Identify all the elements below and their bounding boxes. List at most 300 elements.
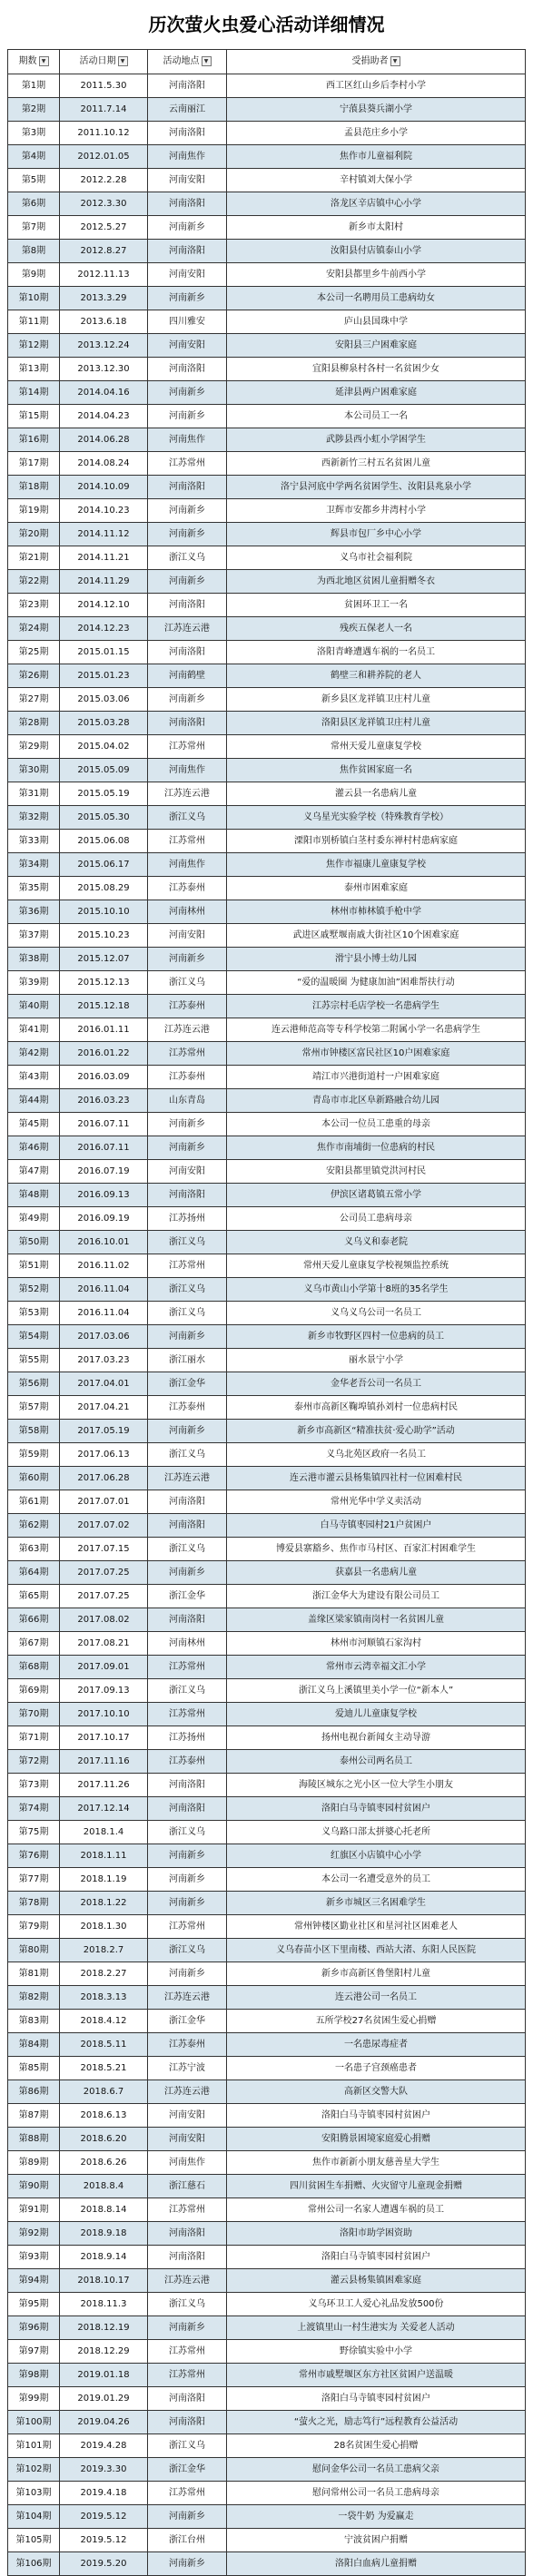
period-cell: 第43期 <box>8 1066 60 1089</box>
date-cell: 2015.08.29 <box>60 877 148 900</box>
recipient-cell: 洛阳市助学困资助 <box>227 2222 526 2246</box>
recipient-cell: 常州光华中学义卖活动 <box>227 1490 526 1514</box>
recipient-cell: 宁蒗县葵兵湖小学 <box>227 98 526 122</box>
table-row[interactable] <box>8 664 526 688</box>
place-cell: 河南新乡 <box>148 499 227 523</box>
table-row[interactable] <box>8 546 526 570</box>
place-cell: 河南安阳 <box>148 334 227 358</box>
recipient-cell: 林州市河顺镇石家沟村 <box>227 1632 526 1656</box>
table-row[interactable] <box>8 1160 526 1184</box>
table-row[interactable] <box>8 74 526 98</box>
table-row[interactable] <box>8 216 526 240</box>
date-cell: 2017.09.13 <box>60 1679 148 1703</box>
table-row[interactable] <box>8 2128 526 2151</box>
table-row[interactable] <box>8 1490 526 1514</box>
period-cell: 第31期 <box>8 782 60 806</box>
period-cell: 第8期 <box>8 240 60 263</box>
recipient-cell: 西工区红山乡后李村小学 <box>227 74 526 98</box>
table-row[interactable] <box>8 853 526 877</box>
page-title: 历次萤火虫爱心活动详细情况 <box>148 14 385 35</box>
table-row[interactable] <box>8 1042 526 1066</box>
table-row[interactable] <box>8 1254 526 1278</box>
table-row[interactable] <box>8 924 526 948</box>
date-cell: 2017.08.21 <box>60 1632 148 1656</box>
place-cell: 浙江金华 <box>148 1585 227 1608</box>
date-cell: 2018.6.20 <box>60 2128 148 2151</box>
period-cell: 第104期 <box>8 2505 60 2529</box>
recipient-cell: 义乌义和泰老院 <box>227 1231 526 1254</box>
table-row[interactable] <box>8 452 526 476</box>
recipient-cell: 常州天爱儿童康复学校 <box>227 735 526 759</box>
table-row[interactable] <box>8 1136 526 1160</box>
table-row[interactable] <box>8 263 526 287</box>
place-cell: 河南新乡 <box>148 570 227 594</box>
date-cell: 2013.12.30 <box>60 358 148 381</box>
date-cell: 2018.8.14 <box>60 2198 148 2222</box>
table-row[interactable] <box>8 2198 526 2222</box>
recipient-cell: 常州市钟楼区富民社区10户困难家庭 <box>227 1042 526 1066</box>
table-row[interactable] <box>8 2458 526 2482</box>
date-cell: 2018.9.14 <box>60 2246 148 2269</box>
table-row[interactable] <box>8 1703 526 1726</box>
table-row[interactable] <box>8 877 526 900</box>
period-cell: 第20期 <box>8 523 60 546</box>
place-cell: 河南洛阳 <box>148 594 227 617</box>
table-row[interactable] <box>8 1396 526 1420</box>
filter-dropdown-icon[interactable]: ▼ <box>118 56 128 66</box>
date-cell: 2015.03.06 <box>60 688 148 712</box>
place-cell: 江苏连云港 <box>148 1467 227 1490</box>
period-cell: 第15期 <box>8 405 60 428</box>
date-cell: 2016.07.11 <box>60 1113 148 1136</box>
date-cell: 2017.06.28 <box>60 1467 148 1490</box>
period-cell: 第36期 <box>8 900 60 924</box>
recipient-cell: 爱迪儿儿童康复学校 <box>227 1703 526 1726</box>
date-cell: 2012.11.13 <box>60 263 148 287</box>
place-cell: 江苏常州 <box>148 2198 227 2222</box>
table-row[interactable] <box>8 2151 526 2175</box>
date-cell: 2018.1.11 <box>60 1844 148 1868</box>
table-row[interactable] <box>8 192 526 216</box>
period-cell: 第41期 <box>8 1018 60 1042</box>
recipient-cell: 上渡镇里山一村生港实为 关爱老人活动 <box>227 2316 526 2340</box>
place-cell: 江苏常州 <box>148 1254 227 1278</box>
period-cell: 第47期 <box>8 1160 60 1184</box>
date-cell: 2012.8.27 <box>60 240 148 263</box>
date-cell: 2017.04.21 <box>60 1396 148 1420</box>
period-cell: 第17期 <box>8 452 60 476</box>
table-row[interactable] <box>8 1089 526 1113</box>
period-cell: 第78期 <box>8 1892 60 1915</box>
filter-dropdown-icon[interactable]: ▼ <box>202 56 212 66</box>
table-row[interactable] <box>8 2316 526 2340</box>
table-row[interactable] <box>8 948 526 971</box>
filter-dropdown-icon[interactable]: ▼ <box>39 56 49 66</box>
period-cell: 第71期 <box>8 1726 60 1750</box>
period-cell: 第89期 <box>8 2151 60 2175</box>
table-row[interactable] <box>8 2482 526 2505</box>
place-cell: 浙江金华 <box>148 2010 227 2033</box>
column-header-label: 活动地点 <box>163 56 200 66</box>
table-row[interactable] <box>8 1962 526 1986</box>
table-row[interactable] <box>8 2552 526 2576</box>
date-cell: 2015.10.10 <box>60 900 148 924</box>
column-header-date[interactable] <box>60 50 148 74</box>
table-row[interactable] <box>8 1278 526 1302</box>
table-row[interactable] <box>8 617 526 641</box>
date-cell: 2019.4.18 <box>60 2482 148 2505</box>
activity-table <box>7 49 526 2576</box>
recipient-cell: 洛阳白马寺镇枣园村贫困户 <box>227 2246 526 2269</box>
place-cell: 江苏连云港 <box>148 782 227 806</box>
table-row[interactable] <box>8 688 526 712</box>
date-cell: 2016.03.23 <box>60 1089 148 1113</box>
recipient-cell: 五所学校27名贫困生爱心捐赠 <box>227 2010 526 2033</box>
place-cell: 云南丽江 <box>148 98 227 122</box>
place-cell: 浙江义乌 <box>148 2293 227 2316</box>
place-cell: 江苏扬州 <box>148 1207 227 1231</box>
table-row[interactable] <box>8 523 526 546</box>
table-row[interactable] <box>8 2246 526 2269</box>
table-row[interactable] <box>8 1561 526 1585</box>
period-cell: 第60期 <box>8 1467 60 1490</box>
table-row[interactable] <box>8 1632 526 1656</box>
table-row[interactable] <box>8 1986 526 2010</box>
recipient-cell: 野徐镇实验中小学 <box>227 2340 526 2364</box>
recipient-cell: 新乡市高新区“精准扶贫·爱心助学”活动 <box>227 1420 526 1443</box>
table-row[interactable] <box>8 1892 526 1915</box>
place-cell: 浙江慈石 <box>148 2175 227 2198</box>
place-cell: 浙江义乌 <box>148 1679 227 1703</box>
date-cell: 2018.11.3 <box>60 2293 148 2316</box>
period-cell: 第57期 <box>8 1396 60 1420</box>
table-row[interactable] <box>8 287 526 310</box>
table-row[interactable] <box>8 381 526 405</box>
period-cell: 第94期 <box>8 2269 60 2293</box>
date-cell: 2016.10.01 <box>60 1231 148 1254</box>
table-row[interactable] <box>8 735 526 759</box>
recipient-cell: 安阳县都里镇党洪河村民 <box>227 1160 526 1184</box>
recipient-cell: 泰州公司两名员工 <box>227 1750 526 1774</box>
date-cell: 2016.09.19 <box>60 1207 148 1231</box>
period-cell: 第39期 <box>8 971 60 995</box>
table-row[interactable] <box>8 1184 526 1207</box>
place-cell: 江苏泰州 <box>148 995 227 1018</box>
place-cell: 江苏泰州 <box>148 1066 227 1089</box>
table-row[interactable] <box>8 1113 526 1136</box>
date-cell: 2011.7.14 <box>60 98 148 122</box>
table-row[interactable] <box>8 594 526 617</box>
column-header-period[interactable] <box>8 50 60 74</box>
period-cell: 第92期 <box>8 2222 60 2246</box>
column-header-recipient[interactable] <box>227 50 526 74</box>
table-row[interactable] <box>8 1325 526 1349</box>
place-cell: 江苏连云港 <box>148 2080 227 2104</box>
period-cell: 第97期 <box>8 2340 60 2364</box>
table-row[interactable] <box>8 2057 526 2080</box>
place-cell: 河南新乡 <box>148 1420 227 1443</box>
place-cell: 河南安阳 <box>148 2128 227 2151</box>
table-row[interactable] <box>8 900 526 924</box>
recipient-cell: 泰州市困难家庭 <box>227 877 526 900</box>
table-row[interactable] <box>8 1656 526 1679</box>
date-cell: 2016.11.04 <box>60 1302 148 1325</box>
date-cell: 2017.11.16 <box>60 1750 148 1774</box>
table-row[interactable] <box>8 1939 526 1962</box>
table-row[interactable] <box>8 1514 526 1538</box>
period-cell: 第62期 <box>8 1514 60 1538</box>
place-cell: 河南安阳 <box>148 169 227 192</box>
period-cell: 第33期 <box>8 830 60 853</box>
date-cell: 2015.06.17 <box>60 853 148 877</box>
recipient-cell: “爱的温暖圈 为健康加油”困难帮扶行动 <box>227 971 526 995</box>
table-row[interactable] <box>8 98 526 122</box>
period-cell: 第65期 <box>8 1585 60 1608</box>
date-cell: 2016.11.02 <box>60 1254 148 1278</box>
table-row[interactable] <box>8 2340 526 2364</box>
table-row[interactable] <box>8 169 526 192</box>
period-cell: 第102期 <box>8 2458 60 2482</box>
table-row[interactable] <box>8 499 526 523</box>
table-row[interactable] <box>8 641 526 664</box>
period-cell: 第70期 <box>8 1703 60 1726</box>
recipient-cell: 孟县范庄乡小学 <box>227 122 526 145</box>
period-cell: 第67期 <box>8 1632 60 1656</box>
date-cell: 2015.05.19 <box>60 782 148 806</box>
table-row[interactable] <box>8 570 526 594</box>
period-cell: 第82期 <box>8 1986 60 2010</box>
table-row[interactable] <box>8 1821 526 1844</box>
table-row[interactable] <box>8 240 526 263</box>
table-row[interactable] <box>8 2080 526 2104</box>
recipient-cell: 义乌星光实验学校（特殊教育学校） <box>227 806 526 830</box>
table-row[interactable] <box>8 1750 526 1774</box>
period-cell: 第1期 <box>8 74 60 98</box>
table-row[interactable] <box>8 1797 526 1821</box>
date-cell: 2017.07.01 <box>60 1490 148 1514</box>
table-row[interactable] <box>8 1066 526 1089</box>
period-cell: 第83期 <box>8 2010 60 2033</box>
recipient-cell: 武进区戚墅堰南戚大街社区10个困难家庭 <box>227 924 526 948</box>
place-cell: 河南洛阳 <box>148 1184 227 1207</box>
date-cell: 2017.07.15 <box>60 1538 148 1561</box>
recipient-cell: 常州公司一名家人遭遇车祸的员工 <box>227 2198 526 2222</box>
table-body <box>8 74 526 2576</box>
date-cell: 2014.10.23 <box>60 499 148 523</box>
date-cell: 2014.11.29 <box>60 570 148 594</box>
place-cell: 河南新乡 <box>148 2552 227 2576</box>
date-cell: 2016.11.04 <box>60 1278 148 1302</box>
period-cell: 第59期 <box>8 1443 60 1467</box>
date-cell: 2018.2.7 <box>60 1939 148 1962</box>
recipient-cell: 一袋牛奶 为爱赢走 <box>227 2505 526 2529</box>
period-cell: 第88期 <box>8 2128 60 2151</box>
place-cell: 江苏泰州 <box>148 1750 227 1774</box>
date-cell: 2018.1.22 <box>60 1892 148 1915</box>
recipient-cell: 洛宁县河底中学两名贫困学生、汝阳县兆泉小学 <box>227 476 526 499</box>
period-cell: 第54期 <box>8 1325 60 1349</box>
table-row[interactable] <box>8 145 526 169</box>
column-header-place[interactable] <box>148 50 227 74</box>
table-row[interactable] <box>8 806 526 830</box>
recipient-cell: 焦作贫困家庭一名 <box>227 759 526 782</box>
table-row[interactable] <box>8 428 526 452</box>
recipient-cell: 盖缘区梁家镇南岗村一名贫困儿童 <box>227 1608 526 1632</box>
table-row[interactable] <box>8 995 526 1018</box>
recipient-cell: 义乌北苑区政府一名员工 <box>227 1443 526 1467</box>
table-row[interactable] <box>8 1349 526 1372</box>
table-row[interactable] <box>8 1585 526 1608</box>
period-cell: 第85期 <box>8 2057 60 2080</box>
place-cell: 河南洛阳 <box>148 712 227 735</box>
table-row[interactable] <box>8 2175 526 2198</box>
table-row[interactable] <box>8 2293 526 2316</box>
date-cell: 2017.10.17 <box>60 1726 148 1750</box>
place-cell: 河南新乡 <box>148 1325 227 1349</box>
recipient-cell: 连云港师范高等专科学校第二附属小学一名患病学生 <box>227 1018 526 1042</box>
date-cell: 2017.03.06 <box>60 1325 148 1349</box>
recipient-cell: 连云港市灌云县杨集镇四社村一位困难村民 <box>227 1467 526 1490</box>
period-cell: 第90期 <box>8 2175 60 2198</box>
filter-dropdown-icon[interactable]: ▼ <box>390 56 400 66</box>
date-cell: 2013.6.18 <box>60 310 148 334</box>
date-cell: 2017.03.23 <box>60 1349 148 1372</box>
date-cell: 2017.08.02 <box>60 1608 148 1632</box>
table-row[interactable] <box>8 2364 526 2387</box>
place-cell: 江苏常州 <box>148 1042 227 1066</box>
recipient-cell: 安阳县都里乡牛前西小学 <box>227 263 526 287</box>
place-cell: 江苏连云港 <box>148 1986 227 2010</box>
place-cell: 江苏常州 <box>148 2364 227 2387</box>
recipient-cell: 汝阳县付店镇泰山小学 <box>227 240 526 263</box>
table-row[interactable] <box>8 1302 526 1325</box>
date-cell: 2014.11.12 <box>60 523 148 546</box>
date-cell: 2012.01.05 <box>60 145 148 169</box>
period-cell: 第29期 <box>8 735 60 759</box>
table-row[interactable] <box>8 2505 526 2529</box>
place-cell: 河南洛阳 <box>148 2246 227 2269</box>
period-cell: 第21期 <box>8 546 60 570</box>
table-row[interactable] <box>8 1774 526 1797</box>
date-cell: 2019.01.18 <box>60 2364 148 2387</box>
table-row[interactable] <box>8 122 526 145</box>
table-row[interactable] <box>8 1844 526 1868</box>
table-row[interactable] <box>8 1679 526 1703</box>
table-row[interactable] <box>8 1538 526 1561</box>
table-row[interactable] <box>8 2222 526 2246</box>
table-row[interactable] <box>8 971 526 995</box>
recipient-cell: 宁波贫困户捐赠 <box>227 2529 526 2552</box>
date-cell: 2014.04.23 <box>60 405 148 428</box>
date-cell: 2018.5.11 <box>60 2033 148 2057</box>
period-cell: 第5期 <box>8 169 60 192</box>
place-cell: 河南新乡 <box>148 1136 227 1160</box>
recipient-cell: “萤火之光，励志笃行”远程教育公益活动 <box>227 2411 526 2434</box>
recipient-cell: 新乡县区龙祥镇卫庄村儿童 <box>227 688 526 712</box>
place-cell: 河南新乡 <box>148 405 227 428</box>
table-row[interactable] <box>8 2434 526 2458</box>
table-row[interactable] <box>8 1467 526 1490</box>
date-cell: 2018.2.27 <box>60 1962 148 1986</box>
table-row[interactable] <box>8 1018 526 1042</box>
recipient-cell: 白马寺镇枣园村21户贫困户 <box>227 1514 526 1538</box>
table-row[interactable] <box>8 1231 526 1254</box>
table-row[interactable] <box>8 1915 526 1939</box>
table-row[interactable] <box>8 2010 526 2033</box>
table-row[interactable] <box>8 310 526 334</box>
table-row[interactable] <box>8 1726 526 1750</box>
date-cell: 2015.01.15 <box>60 641 148 664</box>
recipient-cell: 庐山县国珠中学 <box>227 310 526 334</box>
period-cell: 第35期 <box>8 877 60 900</box>
period-cell: 第11期 <box>8 310 60 334</box>
table-row[interactable] <box>8 830 526 853</box>
recipient-cell: 红旗区小店镇中心小学 <box>227 1844 526 1868</box>
period-cell: 第98期 <box>8 2364 60 2387</box>
date-cell: 2014.11.21 <box>60 546 148 570</box>
table-row[interactable] <box>8 2411 526 2434</box>
recipient-cell: 一名患尿毒症者 <box>227 2033 526 2057</box>
date-cell: 2019.3.30 <box>60 2458 148 2482</box>
table-row[interactable] <box>8 2104 526 2128</box>
table-row[interactable] <box>8 1868 526 1892</box>
table-row[interactable] <box>8 2269 526 2293</box>
period-cell: 第68期 <box>8 1656 60 1679</box>
table-row[interactable] <box>8 476 526 499</box>
recipient-cell: 安阳腾景困境家庭爱心捐赠 <box>227 2128 526 2151</box>
recipient-cell: 洛阳白血病儿童捐赠 <box>227 2552 526 2576</box>
recipient-cell: 义乌春苗小区下里南楼、西站大渚、东阳人民医院 <box>227 1939 526 1962</box>
table-row[interactable] <box>8 2033 526 2057</box>
recipient-cell: 溧阳市别桥镇白茎村委东禅村村患病家庭 <box>227 830 526 853</box>
date-cell: 2015.06.08 <box>60 830 148 853</box>
place-cell: 江苏扬州 <box>148 1726 227 1750</box>
table-row[interactable] <box>8 1420 526 1443</box>
table-row[interactable] <box>8 712 526 735</box>
place-cell: 江苏常州 <box>148 2340 227 2364</box>
date-cell: 2015.01.23 <box>60 664 148 688</box>
table-row[interactable] <box>8 2387 526 2411</box>
table-row[interactable] <box>8 358 526 381</box>
place-cell: 浙江义乌 <box>148 1231 227 1254</box>
period-cell: 第46期 <box>8 1136 60 1160</box>
table-row[interactable] <box>8 334 526 358</box>
table-row[interactable] <box>8 1207 526 1231</box>
period-cell: 第4期 <box>8 145 60 169</box>
recipient-cell: 新乡市城区三名困难学生 <box>227 1892 526 1915</box>
column-header-label: 期数 <box>18 56 37 66</box>
table-row[interactable] <box>8 759 526 782</box>
table-row[interactable] <box>8 1372 526 1396</box>
place-cell: 河南新乡 <box>148 2316 227 2340</box>
period-cell: 第53期 <box>8 1302 60 1325</box>
place-cell: 河南洛阳 <box>148 2411 227 2434</box>
place-cell: 河南新乡 <box>148 1844 227 1868</box>
date-cell: 2015.05.30 <box>60 806 148 830</box>
table-row[interactable] <box>8 782 526 806</box>
table-row[interactable] <box>8 405 526 428</box>
date-cell: 2015.03.28 <box>60 712 148 735</box>
table-row[interactable] <box>8 2529 526 2552</box>
table-row[interactable] <box>8 1608 526 1632</box>
period-cell: 第40期 <box>8 995 60 1018</box>
table-row[interactable] <box>8 1443 526 1467</box>
recipient-cell: 贫困环卫工一名 <box>227 594 526 617</box>
recipient-cell: 靖江市兴港街道村一户困难家庭 <box>227 1066 526 1089</box>
place-cell: 浙江义乌 <box>148 806 227 830</box>
period-cell: 第48期 <box>8 1184 60 1207</box>
date-cell: 2014.04.16 <box>60 381 148 405</box>
